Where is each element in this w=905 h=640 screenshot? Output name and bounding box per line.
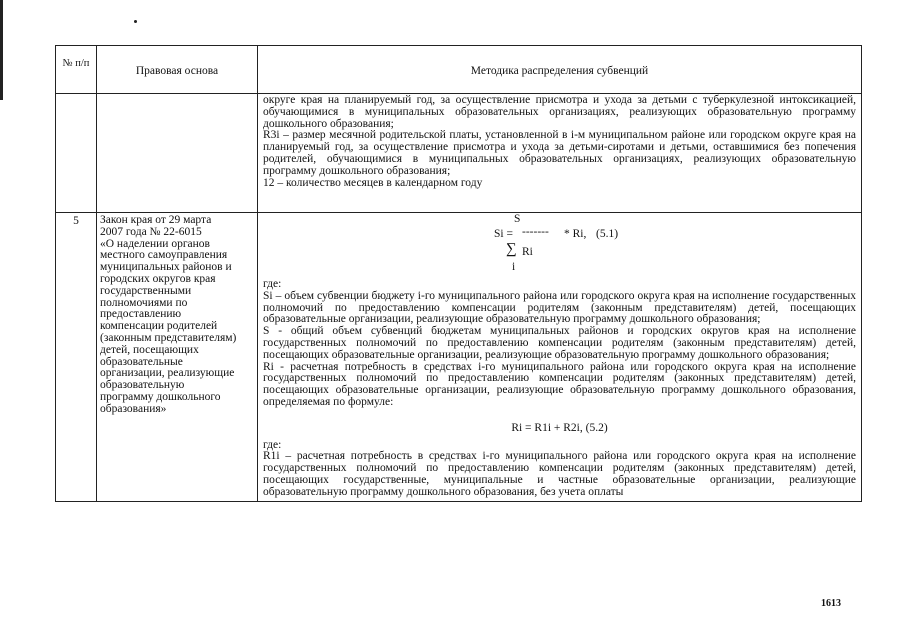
definition-paragraph: Si – объем субвенции бюджету i-го муниципального района или городского округа края на исполнение государственных полномочий по предоставлению компенсации родителям (законным представителям) детей, посещающих образовательные организации, реализующие образовательную программу дошкольного образования; — [263, 289, 856, 326]
cont-method-cell — [258, 94, 862, 213]
cont-paragraph: R3i – размер месячной родительской платы, установленной в i-м муниципальном районе или городском округе края на планируемый год, за осуществление присмотра и ухода за детьми-сиротами и детьми, оставшимися без попечения родителей, обучающимися в муниципальных образовательных организациях, реализующих образовательную программу дошкольного образования; — [263, 129, 856, 177]
header-number: № п/п — [56, 46, 97, 94]
table-row-continued — [56, 94, 862, 213]
law-line: образовательную — [100, 379, 185, 392]
where-label: где: — [263, 438, 282, 451]
law-line: образования» — [100, 402, 167, 415]
law-line: «О наделении органов — [100, 237, 210, 250]
sum-symbol: ∑ — [506, 241, 517, 257]
legal-basis-cell — [97, 213, 258, 502]
law-line: муниципальных районов и — [100, 261, 232, 274]
scan-edge-mark — [0, 0, 3, 100]
where-label: где: — [263, 278, 282, 290]
formula-5-1 — [263, 214, 856, 279]
law-line: городских округов края — [100, 272, 216, 285]
law-line: программу дошкольного — [100, 390, 221, 403]
scan-speck — [134, 20, 137, 23]
row-number: 5 — [56, 213, 97, 502]
formula-5-2: Ri = R1i + R2i, (5.2) — [511, 421, 608, 434]
formula-fraction-line: ------- — [522, 226, 549, 238]
cont-number-cell — [56, 94, 97, 213]
sum-term: Ri — [522, 246, 533, 258]
table-row-5 — [56, 213, 862, 502]
methodology-cell — [258, 213, 862, 502]
law-line: компенсации родителей — [100, 320, 218, 333]
cont-law-cell — [97, 94, 258, 213]
law-line: полномочиями по — [100, 296, 188, 309]
law-line: предоставлению — [100, 308, 182, 321]
sum-index: i — [512, 261, 516, 273]
table-header-row — [56, 46, 862, 94]
cont-paragraph: 12 – количество месяцев в календарном году — [263, 176, 483, 189]
law-line: организации, реализующие — [100, 367, 235, 380]
law-line: детей, посещающих — [100, 343, 199, 356]
law-line: 2007 года № 22-6015 — [100, 225, 202, 238]
definition-paragraph: S - общий объем субвенций бюджетам муниципальных районов и городских округов края на исполнение государственных полномочий по предоставлению компенсации родителям (законным представителям) детей, посещающих образовательные организации, реализующие образовательную программу дошкольного образования; — [263, 325, 856, 361]
law-line: местного самоуправления — [100, 249, 228, 262]
page-number: 1613 — [821, 598, 841, 609]
law-line: образовательные — [100, 355, 183, 368]
law-line: государственными — [100, 284, 192, 297]
header-legal-basis: Правовая основа — [97, 46, 258, 94]
definition-paragraph: R1i – расчетная потребность в средствах i-го муниципального района или городского округа края на исполнение государственных полномочий по предоставлению компенсации родителям (законных представителям) детей, посещающих государственные, муниципальные и частные образовательные организации, реализующие образовательную программу дошкольного образования, без учета оплаты — [263, 450, 856, 498]
law-line: Закон края от 29 марта — [100, 214, 212, 226]
formula-lhs: Si = — [494, 228, 513, 240]
definition-paragraph: Ri - расчетная потребность в средствах i-го муниципального района или городского округа края на исполнение государственных полномочий по предоставлению компенсации родителям (законных представителям) детей, посещающих образовательные организации, реализующие образовательную программу дошкольного образования, определяемая по формуле: — [263, 360, 856, 408]
formula-rhs: * Ri, — [564, 228, 587, 240]
subvention-table — [55, 45, 862, 502]
law-line: (законным представителям) — [100, 331, 237, 344]
formula-numerator: S — [514, 213, 521, 225]
header-methodology: Методика распределения субвенций — [258, 46, 862, 94]
formula-label: (5.1) — [596, 228, 619, 240]
cont-paragraph: округе края на планируемый год, за осуществление присмотра и ухода за детьми с туберкулезной интоксикацией, обучающимися в муниципальных образовательных организациях, реализующих образовательную программу дошкольного образования; — [263, 94, 856, 130]
